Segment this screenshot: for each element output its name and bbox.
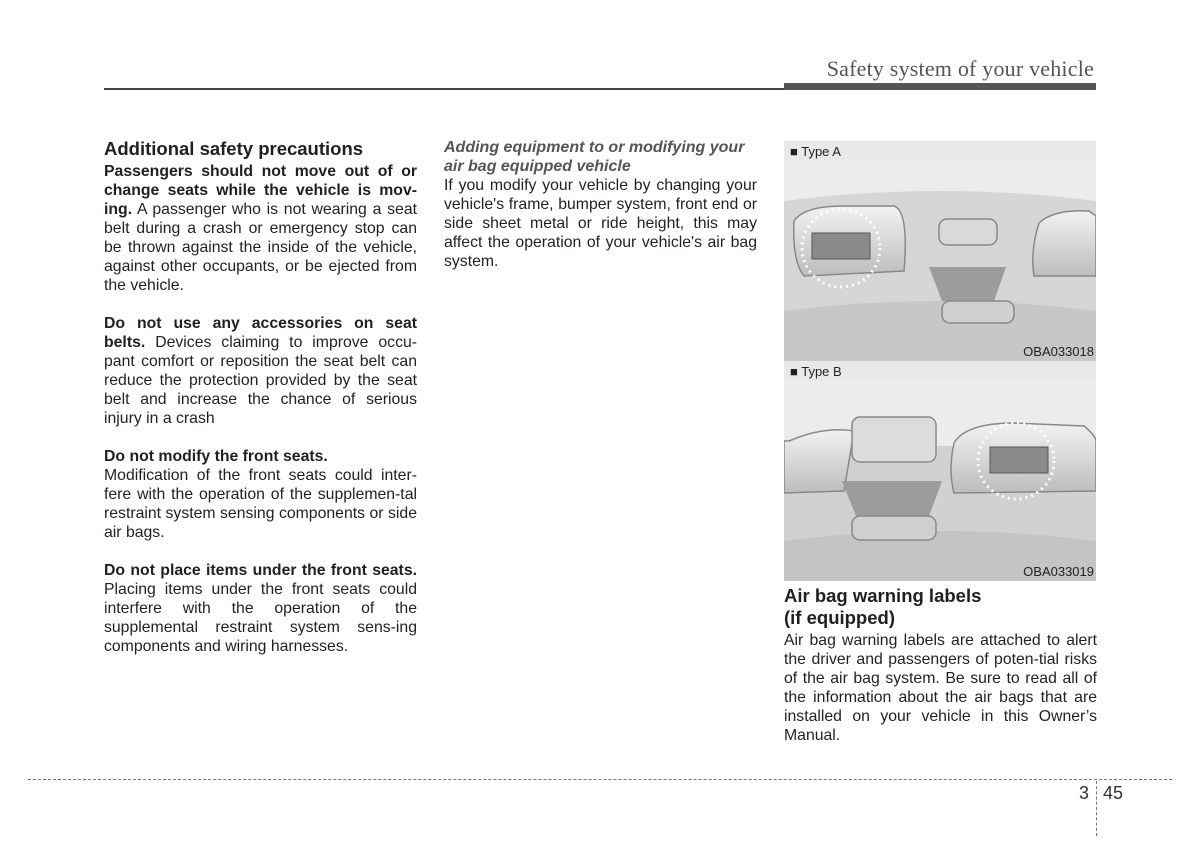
figure-code: OBA033019 (1023, 564, 1094, 579)
paragraph-passengers (104, 162, 417, 295)
page-header-title: Safety system of your vehicle (826, 56, 1094, 81)
figure-type-b (784, 361, 1096, 581)
paragraph-accessories (104, 314, 417, 428)
header-rule-accent (784, 83, 1096, 90)
section-heading: Additional safety precautions (104, 138, 364, 159)
paragraph-lead: Do not use any accessories on seat belts. (104, 315, 417, 351)
page-number: 45 (1103, 783, 1124, 803)
paragraph-front-seats: Modification of the front seats could inter-fere with the operation of the supplemen-tal restraint system sensing components or side air bags. (104, 467, 417, 541)
figure-label: ■ Type A (790, 144, 841, 159)
paragraph-lead: Passengers should not move out of or change seats while the vehicle is mov-ing. (104, 163, 417, 218)
sun-visor-illustration (784, 161, 1096, 361)
figure-label: ■ Type B (790, 364, 842, 379)
paragraph-modify-vehicle: If you modify your vehicle by changing your vehicle's frame, bumper system, front end or side sheet metal or ride height, this may affect the operation of your vehicle's air bag system. (444, 177, 757, 270)
paragraph-front-seats-heading (104, 447, 417, 466)
column-left (104, 138, 417, 656)
paragraph-warning-labels: Air bag warning labels are attached to alert the driver and passengers of poten-tial risks of the air bag system. Be sure to read all of the information about the air bags that are installed on your vehicle in this Owner’s Manual. (784, 632, 1097, 744)
column-right-text (784, 585, 1097, 745)
subsection-heading: Adding equipment to or modifying your air bag equipped vehicle (444, 139, 745, 175)
section-heading-line1: Air bag warning labels (784, 585, 982, 606)
section-heading-line2: (if equipped) (784, 607, 895, 628)
footer-divider (1096, 781, 1097, 836)
figure-type-a (784, 141, 1096, 361)
paragraph-items-under-seats (104, 561, 417, 656)
chapter-number: 3 (1079, 783, 1090, 803)
column-middle (444, 138, 757, 271)
paragraph-body: A passenger who is not wearing a seat belt during a crash or emergency stop can be thrown against the inside of the vehicle, against other occupants, or be ejected from the vehicle. (104, 201, 417, 294)
header-rule (104, 88, 784, 90)
paragraph-body: Placing items under the front seats could interfere with the operation of the supplemental restraint system sens-ing components and wiring harnesses. (104, 581, 417, 655)
footer-rule (28, 779, 1172, 780)
figure-code: OBA033018 (1023, 344, 1094, 359)
paragraph-body: Devices claiming to improve occu-pant comfort or reposition the seat belt can reduce the protection provided by the seat belt and increase the chance of serious injury in a crash (104, 334, 418, 427)
paragraph-lead: Do not place items under the front seats. (104, 562, 417, 579)
sun-visor-illustration (784, 381, 1096, 581)
paragraph-lead: Do not modify the front seats. (104, 448, 328, 465)
